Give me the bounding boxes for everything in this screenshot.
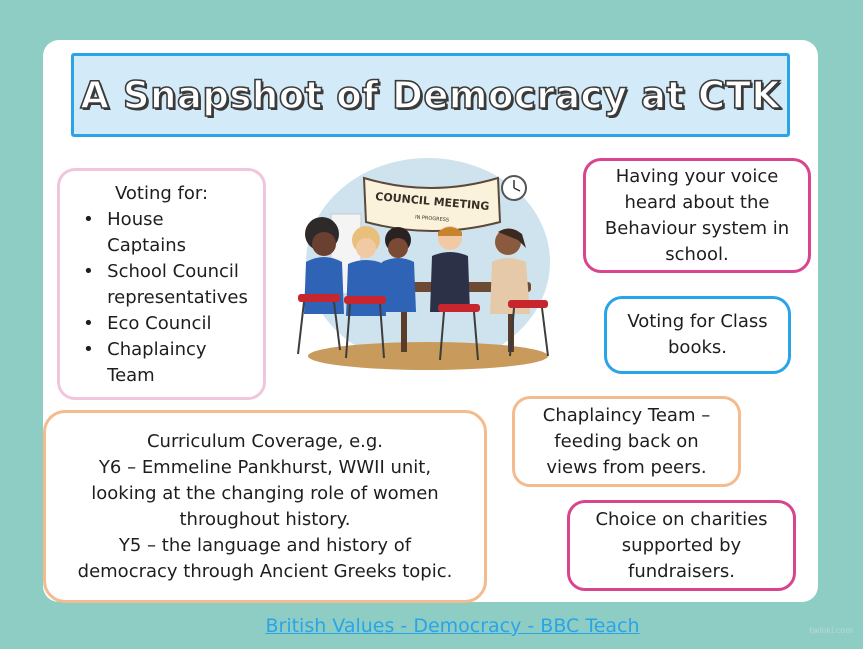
class-books-line: Voting for Class: [627, 311, 768, 332]
page-title: A Snapshot of Democracy at CTK: [80, 73, 781, 117]
voice-line: Having your voice: [615, 165, 779, 187]
council-meeting-illustration: [286, 144, 570, 380]
list-item: • School Council representatives: [63, 259, 260, 311]
voting-heading: Voting for:: [114, 183, 209, 204]
curriculum-line: throughout history.: [179, 508, 351, 530]
charities-line: fundraisers.: [628, 560, 735, 582]
charities-line: Choice on charities: [595, 508, 768, 530]
curriculum-line: Y5 – the language and history of: [118, 534, 412, 556]
curriculum-line: Curriculum Coverage, e.g.: [146, 430, 384, 452]
chaplaincy-box: [512, 396, 741, 487]
list-item: • House Captains: [63, 207, 260, 259]
list-item: • Eco Council: [63, 311, 260, 337]
chaplaincy-line: feeding back on: [554, 430, 699, 452]
voting-box: [57, 168, 266, 400]
curriculum-line: democracy through Ancient Greeks topic.: [77, 560, 453, 582]
curriculum-line: looking at the changing role of women: [91, 482, 439, 504]
charities-line: supported by: [621, 534, 742, 556]
curriculum-line: Y6 – Emmeline Pankhurst, WWII unit,: [98, 456, 432, 478]
list-item: • Chaplaincy Team: [63, 337, 260, 389]
class-books-box: [604, 296, 791, 374]
svg-text:COUNCIL MEETING: COUNCIL MEETING: [374, 190, 490, 213]
watermark: twinkl.com: [809, 626, 853, 635]
behaviour-voice-box: [583, 158, 811, 273]
curriculum-box: [43, 410, 487, 603]
chaplaincy-line: views from peers.: [546, 456, 707, 478]
charities-box: [567, 500, 796, 591]
voice-line: Behaviour system in: [604, 217, 790, 239]
voting-list: [63, 207, 260, 389]
title-banner: [71, 53, 790, 137]
svg-text:IN PROGRESS: IN PROGRESS: [414, 214, 450, 224]
bbc-teach-link[interactable]: British Values - Democracy - BBC Teach: [265, 615, 640, 637]
voice-line: heard about the: [624, 191, 770, 213]
chaplaincy-line: Chaplaincy Team –: [542, 404, 711, 426]
voice-line: school.: [665, 243, 729, 265]
class-books-line: books.: [668, 337, 727, 358]
